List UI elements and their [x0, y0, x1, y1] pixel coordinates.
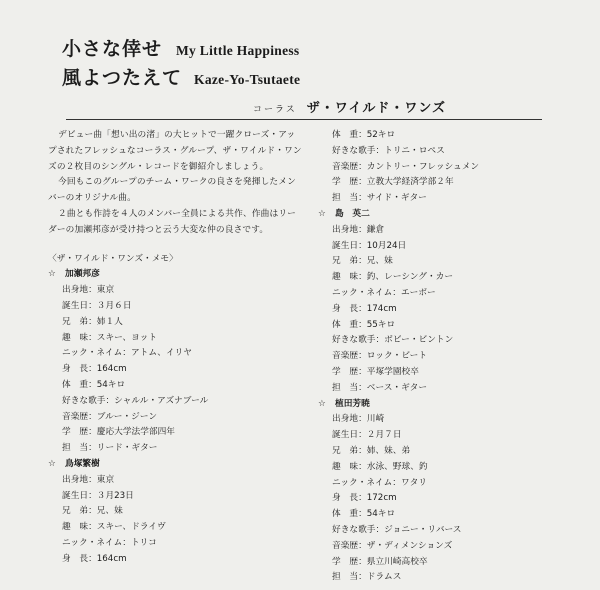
member-field: 学 歴：慶応大学法学部四年: [62, 427, 175, 438]
member-field: 体 重：52キロ: [332, 130, 396, 140]
member-field: 好きな歌手：ボビー・ビントン: [332, 335, 454, 346]
member-field: 出身地：鎌倉: [332, 224, 385, 235]
member-field: 兄 弟：兄、妹: [332, 256, 393, 267]
member-heading: [318, 207, 568, 223]
member-field: 趣 味：スキー、ヨット: [62, 332, 158, 343]
memo-title: 〈ザ・ワイルド・ワンズ・メモ〉: [48, 253, 178, 264]
member-field: 担 当：サイド・ギター: [332, 193, 427, 204]
member-field: 好きな歌手：シャルル・アズナブール: [62, 395, 209, 406]
member-field: 身 長：164cm: [62, 553, 127, 564]
member-field: 出身地：川崎: [332, 414, 385, 425]
member-name: 島 英二: [335, 208, 370, 219]
member-field: 出身地：東京: [62, 285, 115, 296]
star-icon: ☆: [48, 269, 56, 280]
song-title-row: [62, 34, 299, 61]
song-title-jp: 小さな倖せ: [62, 38, 163, 60]
member-field: ニック・ネイム：ワタリ: [332, 477, 427, 488]
b-side-title-jp: 風よつたえて: [62, 67, 183, 89]
member-field: 担 当：リード・ギター: [62, 443, 158, 454]
member-field: ニック・ネイム：エーボー: [332, 287, 436, 298]
member-field: 音楽歴：カントリー・フレッシュメン: [332, 161, 480, 172]
member-field: 誕生日：３月６日: [62, 300, 132, 311]
left-column: [48, 128, 303, 568]
intro-paragraph: デビュー曲「想い出の渚」の大ヒットで一躍クローズ・アップされたフレッシュなコーラス・グループ、ザ・ワイルド・ワンズの２枚目のシングル・レコードを御紹介しましょう。: [48, 130, 302, 172]
member-field: 兄 弟：姉１人: [62, 316, 123, 327]
right-column: [318, 128, 568, 586]
intro-paragraph: ２曲とも作詩を４人のメンバー全員による共作、作曲はリーダーの加瀬邦彦が受け持つと云う大変な仲の良さです。: [48, 208, 297, 235]
member-field: 学 歴：平塚学園校卒: [332, 366, 419, 377]
member-field: 音楽歴：ブルー・ジーン: [62, 411, 158, 422]
member-field: 好きな歌手：トリニ・ロペス: [332, 145, 445, 156]
member-name: 植田芳暁: [335, 398, 370, 409]
b-side-title-row: [62, 63, 300, 90]
member-field: 担 当：ベース・ギター: [332, 382, 428, 393]
star-icon: ☆: [48, 458, 56, 469]
member-field: 身 長：174cm: [332, 303, 397, 314]
b-side-title-en: Kaze-Yo-Tsutaete: [194, 72, 301, 87]
member-field: 身 長：164cm: [62, 364, 127, 375]
group-name: ザ・ワイルド・ワンズ: [306, 101, 446, 116]
member-field: 趣 味：釣、レーシング・カー: [332, 272, 454, 283]
member-name: 鳥塚繁樹: [65, 458, 100, 469]
member-field: 兄 弟：兄、妹: [62, 506, 123, 517]
member-field: ニック・ネイム：アトム、イリヤ: [62, 348, 192, 359]
spacer: [48, 239, 303, 252]
song-title-en: My Little Happiness: [176, 43, 300, 58]
intro-paragraph: 今回もこのグループのチーム・ワークの良さを発揮したメンバーのオリジナル曲。: [48, 177, 296, 204]
divider-rule: [66, 119, 542, 120]
credit-label: コーラス: [253, 105, 297, 115]
member-field: 誕生日：２月７日: [332, 430, 402, 441]
member-field: 兄 弟：姉、妹、弟: [332, 445, 411, 456]
member-field: 音楽歴：ロック・ビート: [332, 351, 428, 362]
member-field: 趣 味：水泳、野球、釣: [332, 461, 428, 472]
member-field: 出身地：東京: [62, 474, 115, 485]
star-icon: ☆: [318, 208, 326, 219]
member-heading: [318, 397, 568, 413]
member-field: 担 当：ドラムス: [332, 572, 402, 583]
member-field: 誕生日：10月24日: [332, 240, 407, 251]
member-field: 身 長：172cm: [332, 493, 397, 504]
member-field: 誕生日：３月23日: [62, 490, 134, 501]
member-name: 加瀬邦彦: [65, 269, 100, 280]
member-field: 体 重：54キロ: [62, 379, 126, 390]
member-field: 体 重：55キロ: [332, 319, 396, 330]
member-field: 学 歴：立教大学経済学部２年: [332, 177, 454, 188]
star-icon: ☆: [318, 398, 326, 409]
member-field: 趣 味：スキー、ドライヴ: [62, 522, 166, 533]
member-field: 学 歴：県立川崎高校卒: [332, 556, 428, 567]
member-field: 音楽歴：ザ・ディメンションズ: [332, 540, 453, 551]
member-field: ニック・ネイム：トリコ: [62, 537, 157, 548]
member-heading: [48, 267, 303, 283]
member-field: 体 重：54キロ: [332, 509, 396, 520]
artist-credit: [253, 97, 446, 116]
member-heading: [48, 457, 303, 473]
member-field: 好きな歌手：ジョニー・リバース: [332, 524, 462, 535]
